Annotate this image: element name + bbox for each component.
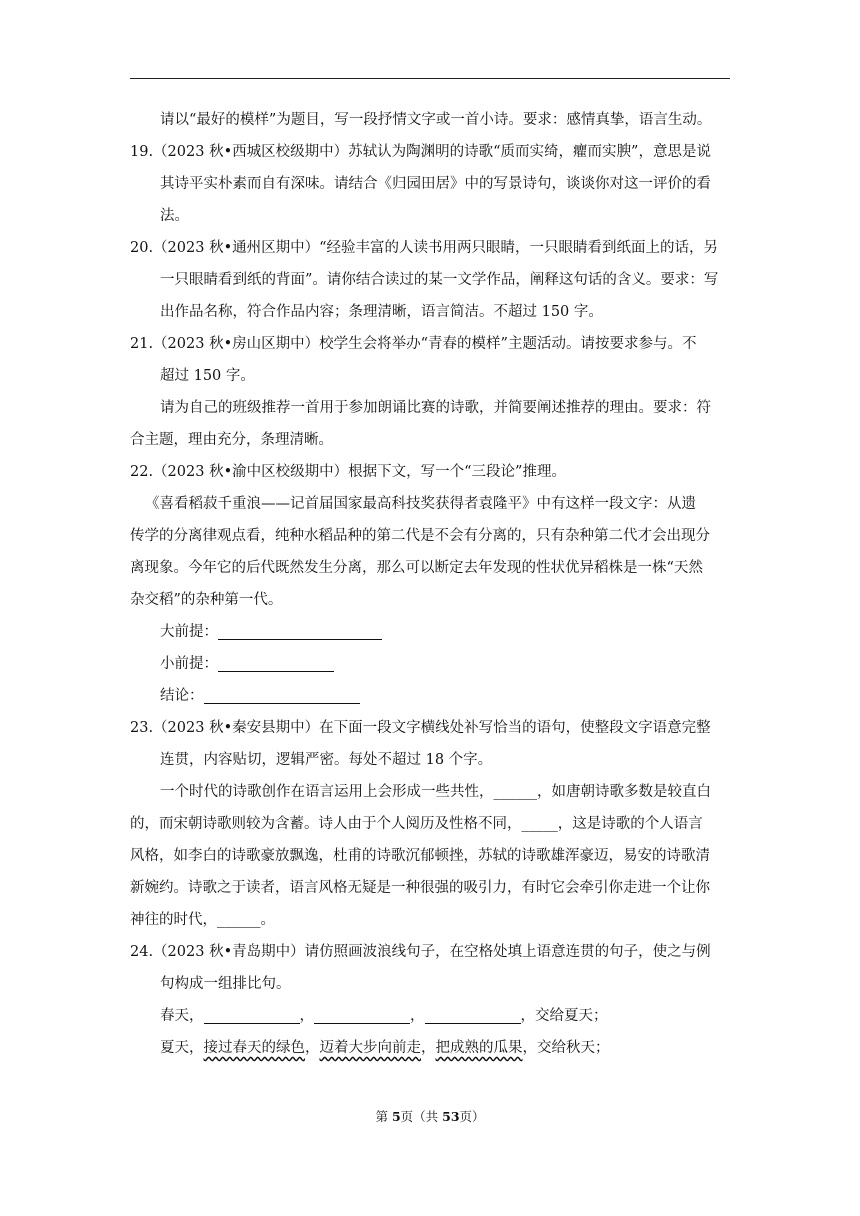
question-22-passage-line-2: 传学的分离律观点看，纯种水稻品种的第二代是不会有分离的，只有杂种第二代才会出现分 — [130, 528, 710, 544]
minor-premise-blank[interactable] — [218, 651, 334, 672]
total-page-count: 53 — [442, 1109, 460, 1124]
spring-sentence: 春天， ， ， ，交给夏天； — [130, 1000, 730, 1032]
spring-blank-1[interactable] — [204, 1003, 300, 1024]
spring-blank-2[interactable] — [314, 1003, 410, 1024]
question-24-line-1: 24.（2023 秋•青岛期中）请仿照画波浪线句子，在空格处填上语意连贯的句子，使之与例 — [130, 944, 711, 960]
question-23-passage-line-5: 神往的时代，______。 — [130, 912, 275, 928]
page-content — [130, 104, 730, 1064]
conclusion-blank[interactable] — [204, 683, 360, 704]
question-19-line-2: 其诗平实朴素而自有深味。请结合《归园田居》中的写景诗句，谈谈你对这一评价的看 — [160, 176, 711, 192]
fill-blank-3[interactable]: ______ — [217, 912, 261, 928]
wavy-phrase-2: 迈着大步向前走 — [319, 1040, 421, 1056]
fill-blank-1[interactable]: ______ — [493, 784, 537, 800]
current-page-number: 5 — [391, 1109, 401, 1124]
question-20-line-2: 一只眼睛看到纸的背面”。请你结合读过的某一文学作品，阐释这句话的含义。要求：写 — [160, 272, 719, 288]
question-21-task-line-2: 合主题，理由充分，条理清晰。 — [130, 432, 333, 448]
intro-prompt: 请以“最好的模样”为题目，写一段抒情文字或一首小诗。要求：感情真挚，语言生动。 — [160, 112, 712, 128]
question-22-passage-line-3: 离现象。今年它的后代既然发生分离，那么可以断定去年发现的性状优异稻株是一株“天然 — [130, 560, 703, 576]
question-23-line-2: 连贯，内容贴切，逻辑严密。每处不超过 18 个字。 — [160, 752, 493, 768]
minor-premise-row — [130, 648, 730, 680]
major-premise-label: 大前提： — [160, 624, 218, 640]
question-22-passage-line-1: 《喜看稻菽千重浪——记首届国家最高科技奖获得者袁隆平》中有这样一段文字：从遗 — [145, 496, 696, 512]
question-20-line-3: 出作品名称，符合作品内容；条理清晰，语言简洁。不超过 150 字。 — [160, 304, 603, 320]
question-19-line-3: 法。 — [160, 208, 189, 224]
question-19-line-1: 19.（2023 秋•西城区校级期中）苏轼认为陶渊明的诗歌“质而实绮，癯而实腴”，意思是说 — [130, 144, 711, 160]
spring-blank-3[interactable] — [425, 1003, 521, 1024]
question-22-passage-line-4: 杂交稻”的杂种第一代。 — [130, 592, 283, 608]
wavy-phrase-1: 接过春天的绿色 — [203, 1040, 305, 1056]
question-21-task-line-1: 请为自己的班级推荐一首用于参加朗诵比赛的诗歌，并简要阐述推荐的理由。要求：符 — [160, 400, 711, 416]
wavy-phrase-3: 把成熟的瓜果 — [435, 1040, 523, 1056]
major-premise-blank[interactable] — [218, 619, 382, 640]
question-21-line-1: 21.（2023 秋•房山区期中）校学生会将举办“青春的模样”主题活动。请按要求参与。不 — [130, 336, 697, 352]
question-22-line-1: 22.（2023 秋•渝中区校级期中）根据下文，写一个“三段论”推理。 — [130, 464, 566, 480]
question-23-line-1: 23.（2023 秋•秦安县期中）在下面一段文字横线处补写恰当的语句，使整段文字语意完整 — [130, 720, 711, 736]
question-23-passage-line-3: 风格，如李白的诗歌豪放飘逸，杜甫的诗歌沉郁顿挫，苏轼的诗歌雄浑豪迈，易安的诗歌清 — [130, 848, 710, 864]
conclusion-row — [130, 680, 730, 712]
header-rule — [130, 78, 730, 79]
conclusion-label: 结论： — [160, 688, 204, 704]
question-23-passage-line-4: 新婉约。诗歌之于读者，语言风格无疑是一种很强的吸引力，有时它会牵引你走进一个让你 — [130, 880, 710, 896]
question-20-line-1: 20.（2023 秋•通州区期中）“经验丰富的人读书用两只眼睛，一只眼睛看到纸面上的话，另 — [130, 240, 719, 256]
fill-blank-2[interactable]: _____ — [521, 816, 558, 832]
minor-premise-label: 小前提： — [160, 656, 218, 672]
page-footer: 第 5页（共 53页） — [375, 1109, 485, 1124]
summer-sentence: 夏天，接过春天的绿色，迈着大步向前走，把成熟的瓜果，交给秋天； — [160, 1040, 610, 1056]
major-premise-row — [130, 616, 730, 648]
question-24-line-2: 句构成一组排比句。 — [160, 976, 291, 992]
question-23-passage-line-2: 的，而宋朝诗歌则较为含蓄。诗人由于个人阅历及性格不同，_____，这是诗歌的个人语言 — [130, 816, 703, 832]
question-21-line-2: 超过 150 字。 — [160, 368, 255, 384]
question-23-passage-line-1: 一个时代的诗歌创作在语言运用上会形成一些共性，______，如唐朝诗歌多数是较直白 — [160, 784, 711, 800]
